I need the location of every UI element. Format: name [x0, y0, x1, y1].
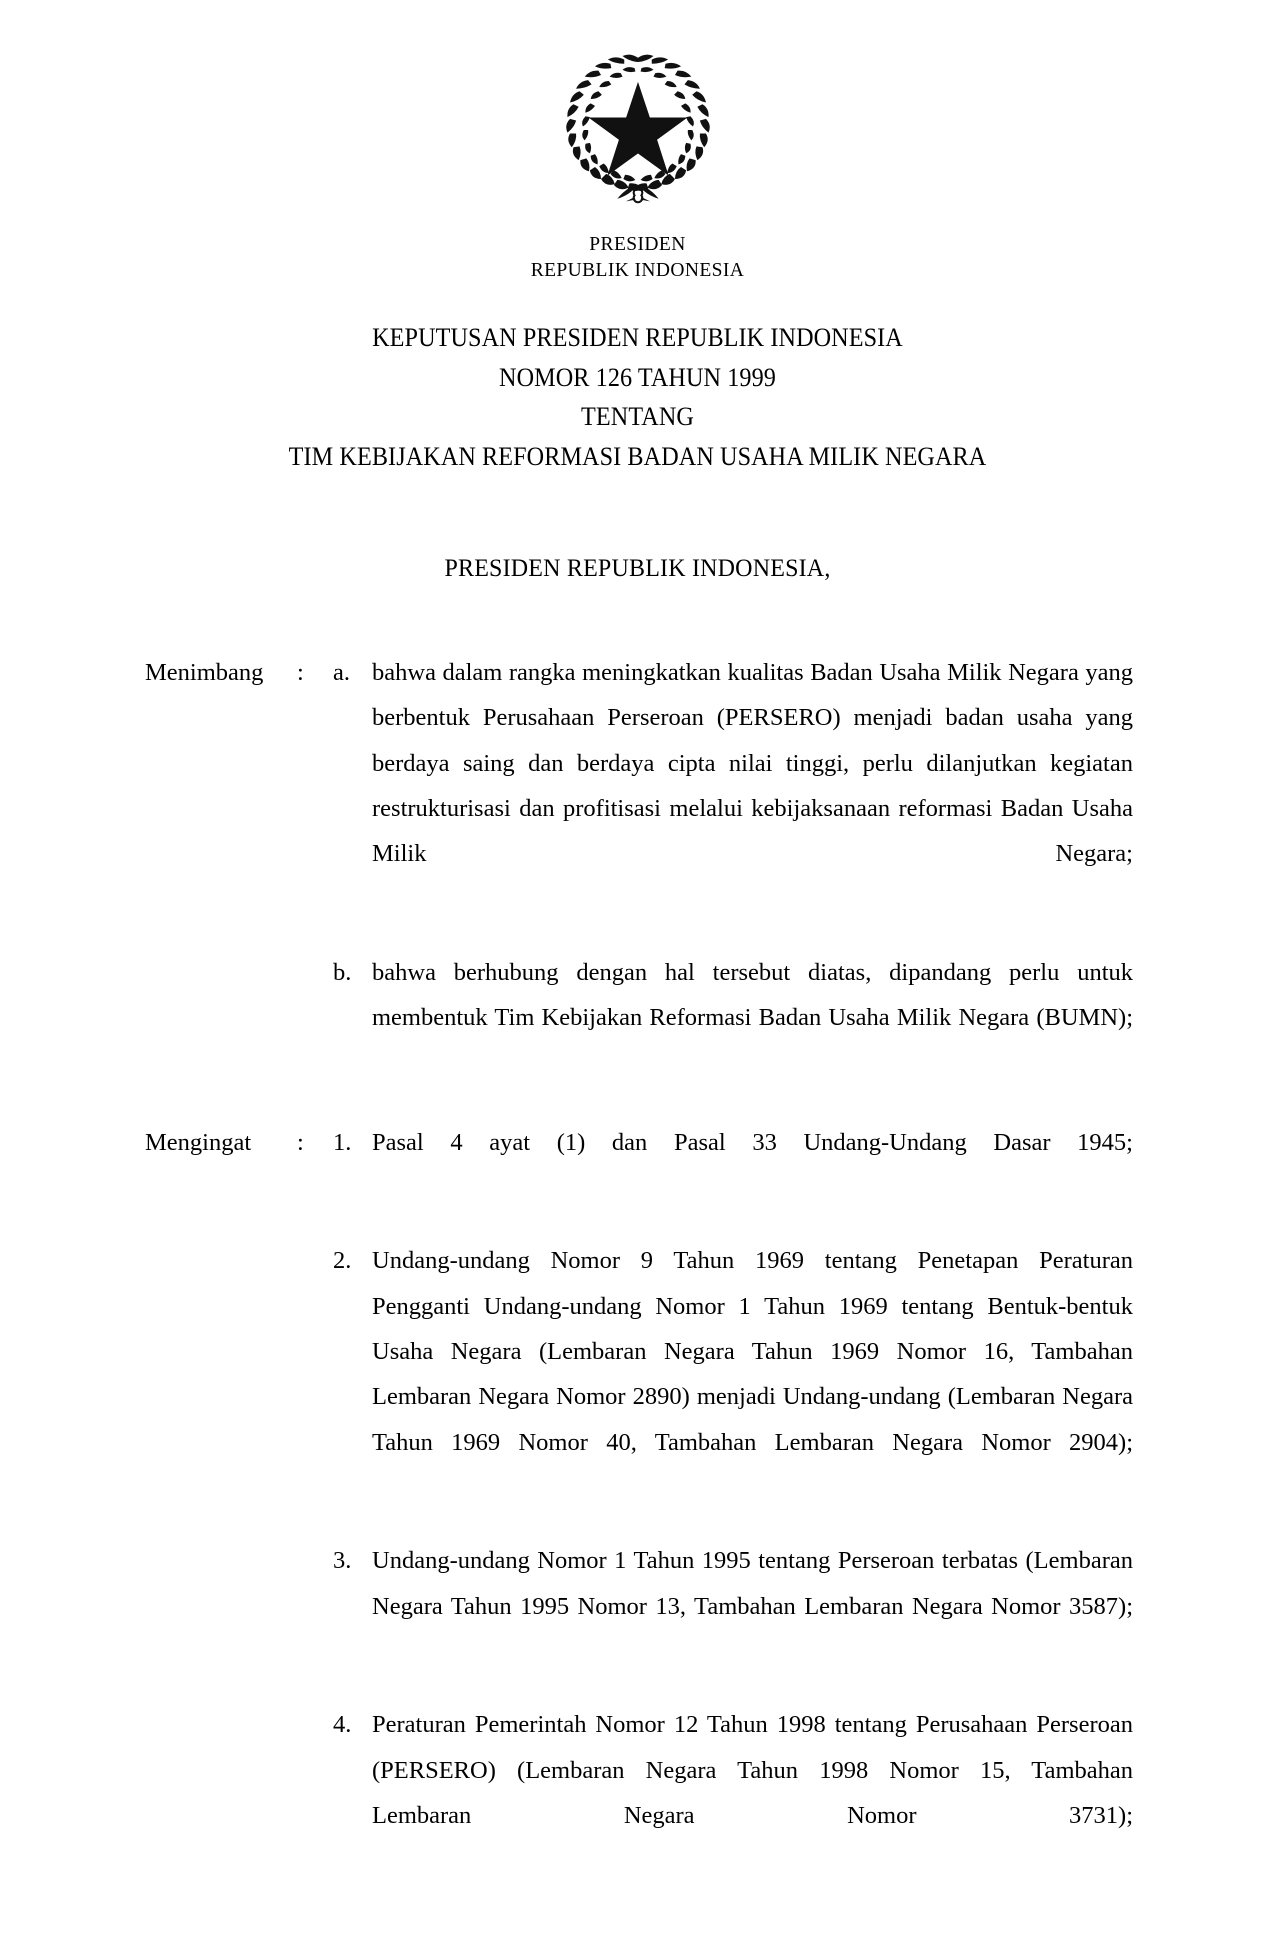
clause-colon-menimbang: : — [297, 659, 304, 686]
list-item-text: Undang-undang Nomor 9 Tahun 1969 tentang Penetapan Peraturan Pengganti Undang-undang Nomor 1 Tahun 1969 tentang Bentuk-bentuk Usaha Negara (Lembaran Negara Tahun 1969 Nomor 16, Tambahan Lembaran Negara Nomor 2890) menjadi Undang-undang (Lembaran Negara Tahun 1969 Nomor 40, Tambahan Lembaran Negara Nomor 2904); — [372, 1247, 1133, 1456]
list-item-marker: 1. — [333, 1128, 352, 1156]
list-item-marker: b. — [333, 958, 352, 986]
clause-items-mengingat — [333, 1120, 1133, 1884]
letterhead-line-presiden: PRESIDEN — [589, 234, 686, 255]
list-item-marker: a. — [333, 659, 350, 686]
clauses-container — [145, 650, 1133, 1896]
clause-label-mengingat: Mengingat — [145, 1128, 252, 1156]
clause-colon-mengingat: : — [297, 1128, 304, 1156]
letterhead-line-republik-indonesia: REPUBLIK INDONESIA — [530, 259, 745, 281]
list-item-marker: 3. — [333, 1547, 352, 1575]
list-item-marker: 2. — [333, 1247, 352, 1275]
letterhead — [0, 232, 1275, 283]
list-item — [333, 1702, 1133, 1883]
list-item — [333, 1538, 1133, 1674]
list-item — [333, 1120, 1133, 1211]
indonesian-presidential-star-wreath-emblem — [550, 44, 726, 216]
list-item — [333, 650, 1133, 922]
list-item — [333, 1238, 1133, 1510]
list-item-text: Peraturan Pemerintah Nomor 12 Tahun 1998 tentang Perusahaan Perseroan (PERSERO) (Lembaran Negara Tahun 1998 Nomor 15, Tambahan Lembaran Negara Nomor 3731); — [372, 1711, 1133, 1829]
clause-menimbang — [145, 650, 1133, 1086]
clause-mengingat — [145, 1120, 1133, 1884]
document-title — [0, 318, 1275, 476]
list-item-marker: 4. — [333, 1711, 352, 1739]
title-line-subject: TIM KEBIJAKAN REFORMASI BADAN USAHA MILIK NEGARA — [288, 441, 987, 471]
section-spacer — [145, 1098, 1133, 1120]
emblem-container — [0, 44, 1275, 216]
list-item-text: Undang-undang Nomor 1 Tahun 1995 tentang Perseroan terbatas (Lembaran Negara Tahun 1995 Nomor 13, Tambahan Lembaran Negara Nomor 3587); — [372, 1547, 1133, 1620]
list-item-text: bahwa berhubung dengan hal tersebut diatas, dipandang perlu untuk membentuk Tim Kebijakan Reformasi Badan Usaha Milik Negara (BUMN); — [372, 958, 1133, 1032]
list-item-text: bahwa dalam rangka meningkatkan kualitas Badan Usaha Milik Negara yang berbentuk Perusahaan Perseroan (PERSERO) menjadi badan usaha yang berdaya saing dan berdaya cipta nilai tinggi, perlu dilanjutkan kegiatan restrukturisasi dan profitisasi melalui kebijaksanaan reformasi Badan Usaha Milik Negara; — [372, 659, 1133, 868]
title-line-nomor: NOMOR 126 TAHUN 1999 — [499, 362, 776, 392]
title-line-keputusan: KEPUTUSAN PRESIDEN REPUBLIK INDONESIA — [372, 323, 903, 352]
title-line-tentang: TENTANG — [581, 402, 694, 432]
clause-label-menimbang: Menimbang — [145, 659, 264, 686]
list-item — [333, 950, 1133, 1086]
clause-items-menimbang — [333, 650, 1133, 1086]
addressee-line: PRESIDEN REPUBLIK INDONESIA, — [444, 555, 831, 582]
list-item-text: Pasal 4 ayat (1) dan Pasal 33 Undang-Undang Dasar 1945; — [372, 1128, 1133, 1156]
